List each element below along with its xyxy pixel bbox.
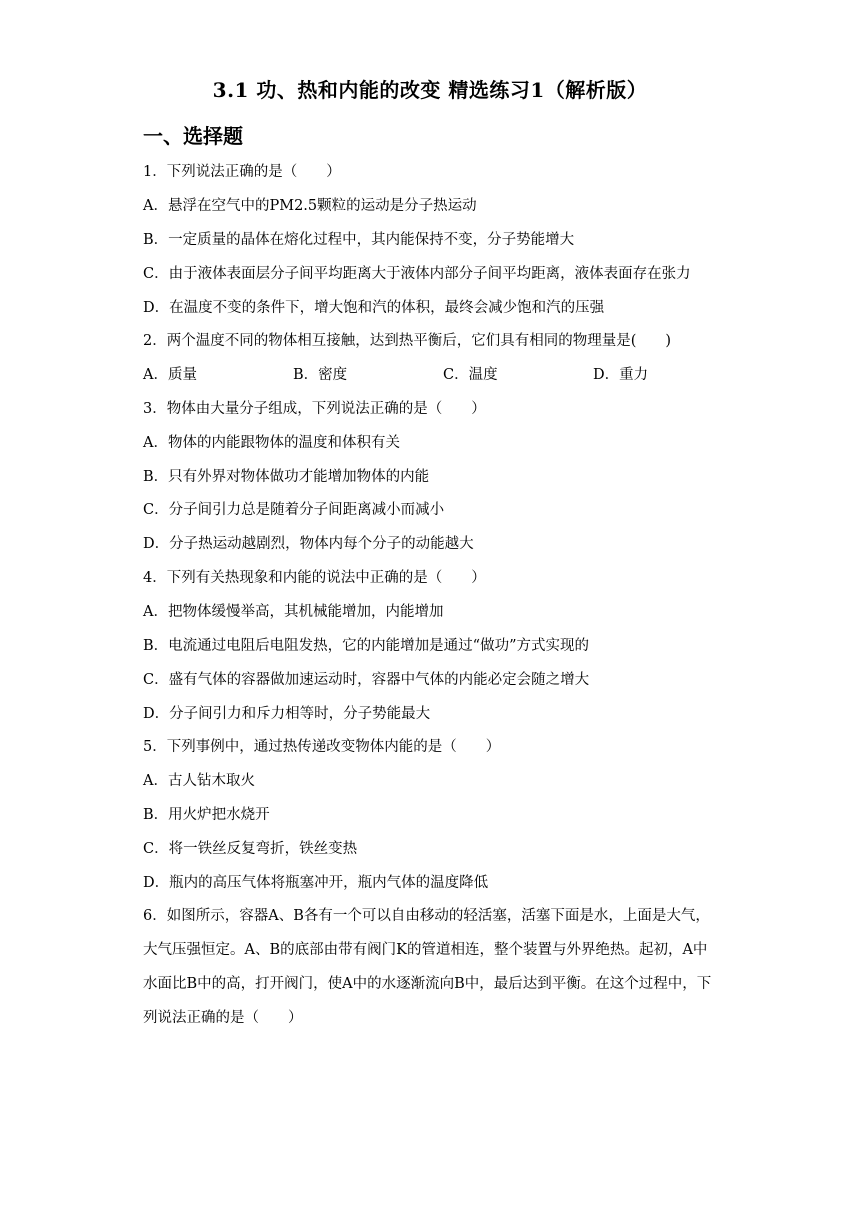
q3-option-a: A．物体的内能跟物体的温度和体积有关 [143,435,400,451]
q4-option-c: C．盛有气体的容器做加速运动时，容器中气体的内能必定会随之增大 [143,672,590,688]
q5-option-a: A．古人钻木取火 [143,773,255,789]
q3-option-d: D．分子热运动越剧烈，物体内每个分子的动能越大 [143,536,474,552]
q2-option-b: B．密度 [293,367,348,383]
q1-option-c: C．由于液体表面层分子间平均距离大于液体内部分子间平均距离，液体表面存在张力 [143,266,691,282]
q2-option-c: C．温度 [443,367,498,383]
q1-option-a: A．悬浮在空气中的PM2.5颗粒的运动是分子热运动 [143,198,477,214]
q2-stem: 2．两个温度不同的物体相互接触，达到热平衡后，它们具有相同的物理量是( ) [143,333,672,349]
q3-stem: 3．物体由大量分子组成，下列说法正确的是（ ） [143,401,486,417]
q1-option-b: B．一定质量的晶体在熔化过程中，其内能保持不变，分子势能增大 [143,232,575,248]
q4-option-a: A．把物体缓慢举高，其机械能增加，内能增加 [143,604,444,620]
q2-option-d: D．重力 [593,367,649,383]
q4-option-d: D．分子间引力和斥力相等时，分子势能最大 [143,706,431,722]
q1-stem: 1．下列说法正确的是（ ） [143,164,341,180]
q5-option-d: D．瓶内的高压气体将瓶塞冲开，瓶内气体的温度降低 [143,875,489,891]
section-heading: 一、选择题 [143,124,243,148]
q1-option-d: D．在温度不变的条件下，增大饱和汽的体积，最终会减少饱和汽的压强 [143,300,605,316]
q5-stem: 5．下列事例中，通过热传递改变物体内能的是（ ） [143,739,501,755]
q4-option-b: B．电流通过电阻后电阻发热，它的内能增加是通过“做功”方式实现的 [143,638,589,654]
document-title: 3.1 功、热和内能的改变 精选练习1（解析版） [212,78,648,102]
q5-option-b: B．用火炉把水烧开 [143,807,270,823]
q5-option-c: C．将一铁丝反复弯折，铁丝变热 [143,841,358,857]
q6-stem: 6．如图所示，容器A、B各有一个可以自由移动的轻活塞，活塞下面是水，上面是大气，大气压强恒定。A、B的底部由带有阀门K的管道相连，整个装置与外界绝热。起初，A中水面比B中的高，打开阀门，使A中的水逐渐流向B中，最后达到平衡。在这个过程中，下列说法正确的是（ ） [143,908,712,1026]
q2-option-a: A．质量 [143,367,197,383]
q3-option-b: B．只有外界对物体做功才能增加物体的内能 [143,469,430,485]
q3-option-c: C．分子间引力总是随着分子间距离减小而减小 [143,502,445,518]
q4-stem: 4．下列有关热现象和内能的说法中正确的是（ ） [143,570,486,586]
